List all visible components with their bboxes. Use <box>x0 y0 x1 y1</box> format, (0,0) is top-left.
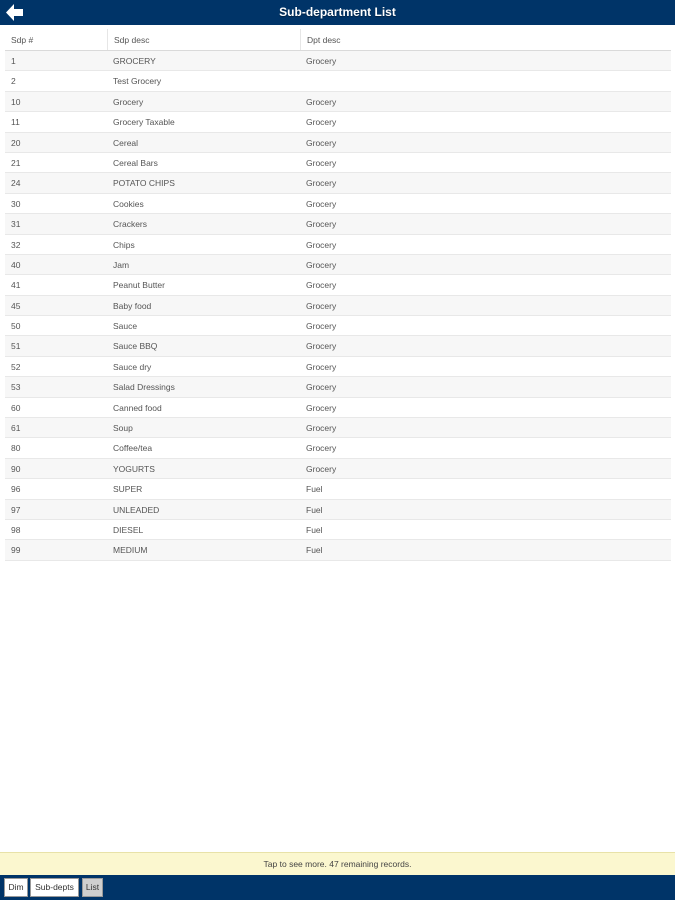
cell-sdp-desc: Cereal <box>113 137 139 148</box>
cell-sdp-number: 51 <box>11 341 21 352</box>
cell-dpt-desc: Grocery <box>306 259 337 270</box>
column-header-sdp-desc[interactable]: Sdp desc <box>107 29 300 50</box>
cell-sdp-desc: Soup <box>113 423 133 434</box>
cell-sdp-desc: YOGURTS <box>113 463 155 474</box>
table-row[interactable] <box>5 520 671 540</box>
cell-sdp-desc: Salad Dressings <box>113 382 175 393</box>
cell-dpt-desc: Grocery <box>306 402 337 413</box>
cell-sdp-number: 1 <box>11 56 16 66</box>
cell-sdp-desc: Jam <box>113 259 130 270</box>
cell-sdp-number: 40 <box>11 259 21 270</box>
table-row[interactable] <box>5 398 671 418</box>
table-row[interactable] <box>5 459 671 479</box>
table-row[interactable] <box>5 153 671 173</box>
table-row[interactable] <box>5 479 671 499</box>
table-row[interactable] <box>5 112 671 132</box>
cell-dpt-desc: Grocery <box>306 382 337 393</box>
table-row[interactable] <box>5 194 671 214</box>
cell-dpt-desc: Grocery <box>306 423 337 434</box>
page-title: Sub-department List <box>279 5 396 19</box>
cell-dpt-desc: Grocery <box>306 137 337 148</box>
cell-sdp-desc: GROCERY <box>113 56 156 66</box>
table-row[interactable] <box>5 235 671 255</box>
cell-dpt-desc: Grocery <box>306 321 337 332</box>
load-more-bar[interactable]: Tap to see more. 47 remaining records. <box>0 852 675 875</box>
table-row[interactable] <box>5 540 671 560</box>
tab-sub-depts[interactable]: Sub-depts <box>30 878 79 897</box>
table-row[interactable] <box>5 214 671 234</box>
table-row[interactable] <box>5 357 671 377</box>
cell-sdp-desc: SUPER <box>113 484 143 495</box>
cell-sdp-desc: UNLEADED <box>113 504 160 515</box>
cell-sdp-number: 31 <box>11 219 21 230</box>
table-row[interactable] <box>5 418 671 438</box>
cell-sdp-desc: Grocery Taxable <box>113 117 175 128</box>
main-content <box>0 25 675 852</box>
cell-sdp-number: 30 <box>11 198 21 209</box>
table-row[interactable] <box>5 275 671 295</box>
cell-sdp-number: 50 <box>11 321 21 332</box>
cell-sdp-desc: MEDIUM <box>113 545 148 556</box>
cell-dpt-desc: Grocery <box>306 341 337 352</box>
cell-sdp-number: 41 <box>11 280 21 291</box>
table-row[interactable] <box>5 316 671 336</box>
cell-sdp-number: 96 <box>11 484 21 495</box>
cell-sdp-desc: Test Grocery <box>113 76 162 87</box>
cell-dpt-desc: Fuel <box>306 524 323 535</box>
table-row[interactable] <box>5 51 671 71</box>
table-row[interactable] <box>5 173 671 193</box>
cell-sdp-number: 61 <box>11 423 21 434</box>
cell-dpt-desc: Grocery <box>306 56 337 66</box>
cell-dpt-desc: Grocery <box>306 178 337 189</box>
table-row[interactable] <box>5 71 671 91</box>
cell-sdp-number: 45 <box>11 300 21 311</box>
column-header-dpt-desc[interactable]: Dpt desc <box>300 29 671 50</box>
cell-sdp-desc: Coffee/tea <box>113 443 153 454</box>
cell-sdp-number: 90 <box>11 463 21 474</box>
tab-list[interactable]: List <box>82 878 103 897</box>
cell-sdp-number: 24 <box>11 178 21 189</box>
cell-dpt-desc: Fuel <box>306 504 323 515</box>
cell-dpt-desc: Grocery <box>306 198 337 209</box>
cell-sdp-number: 80 <box>11 443 21 454</box>
cell-sdp-desc: Sauce <box>113 321 138 332</box>
cell-sdp-number: 11 <box>11 117 20 128</box>
cell-sdp-number: 2 <box>11 76 16 87</box>
cell-dpt-desc: Grocery <box>306 239 337 250</box>
cell-sdp-desc: Crackers <box>113 219 148 230</box>
cell-sdp-desc: Cereal Bars <box>113 157 158 168</box>
cell-sdp-number: 10 <box>11 96 21 107</box>
table-row[interactable] <box>5 438 671 458</box>
cell-sdp-desc: Peanut Butter <box>113 280 165 291</box>
cell-dpt-desc: Grocery <box>306 443 337 454</box>
cell-dpt-desc <box>300 71 671 90</box>
cell-sdp-number: 99 <box>11 545 21 556</box>
tab-dim[interactable]: Dim <box>4 878 28 897</box>
cell-dpt-desc: Grocery <box>306 280 337 291</box>
table-row[interactable] <box>5 336 671 356</box>
cell-sdp-desc: Canned food <box>113 402 162 413</box>
table-header <box>5 29 671 51</box>
cell-sdp-desc: Sauce dry <box>113 361 152 372</box>
cell-sdp-number: 98 <box>11 524 21 535</box>
cell-dpt-desc: Grocery <box>306 157 337 168</box>
cell-dpt-desc: Grocery <box>306 219 337 230</box>
table-row[interactable] <box>5 255 671 275</box>
cell-sdp-number: 53 <box>11 382 21 393</box>
cell-dpt-desc: Fuel <box>306 484 323 495</box>
cell-sdp-number: 52 <box>11 361 21 372</box>
cell-sdp-desc: Baby food <box>113 300 152 311</box>
cell-dpt-desc: Grocery <box>306 300 337 311</box>
table-row[interactable] <box>5 133 671 153</box>
table-row[interactable] <box>5 296 671 316</box>
table-row[interactable] <box>5 500 671 520</box>
table-body <box>5 51 671 561</box>
cell-dpt-desc: Grocery <box>306 361 337 372</box>
subdepartment-table <box>5 29 671 561</box>
cell-dpt-desc: Grocery <box>306 463 337 474</box>
table-row[interactable] <box>5 377 671 397</box>
cell-dpt-desc: Grocery <box>306 117 337 128</box>
cell-dpt-desc: Fuel <box>306 545 323 556</box>
cell-sdp-number: 97 <box>11 504 21 515</box>
cell-sdp-desc: POTATO CHIPS <box>113 178 175 189</box>
app-header <box>0 0 675 25</box>
cell-sdp-desc: DIESEL <box>113 524 144 535</box>
cell-sdp-number: 20 <box>11 137 21 148</box>
cell-sdp-number: 60 <box>11 402 21 413</box>
table-row[interactable] <box>5 92 671 112</box>
cell-sdp-number: 32 <box>11 239 21 250</box>
column-header-sdp-number[interactable]: Sdp # <box>11 35 34 45</box>
cell-sdp-desc: Sauce BBQ <box>113 341 158 352</box>
cell-sdp-desc: Cookies <box>113 198 144 209</box>
cell-sdp-number: 21 <box>11 157 21 168</box>
cell-sdp-desc: Chips <box>113 239 135 250</box>
cell-sdp-desc: Grocery <box>113 96 144 107</box>
footer-tabbar <box>0 875 675 900</box>
cell-dpt-desc: Grocery <box>306 96 337 107</box>
